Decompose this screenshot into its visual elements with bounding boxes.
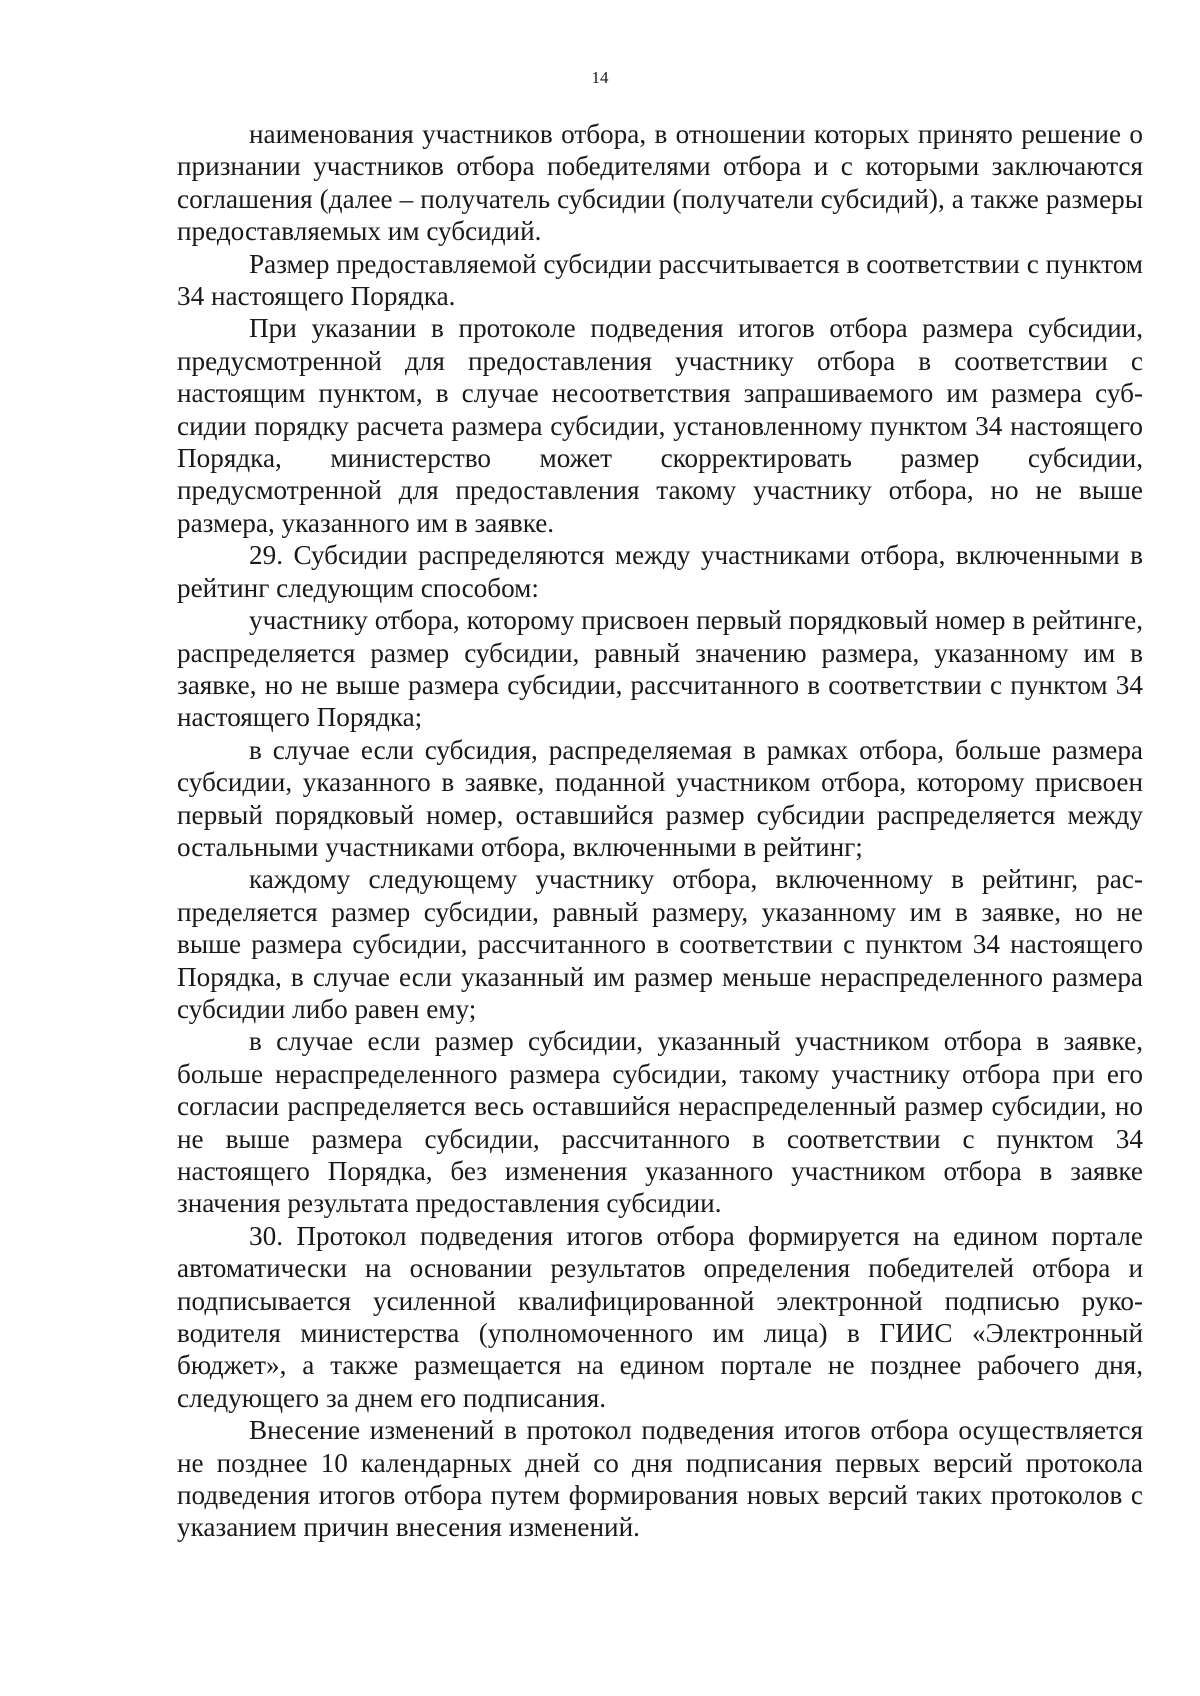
paragraph-10: Внесение изменений в протокол подведения итогов отбора осуществляется не позднее 10 календарных дней со дня подписания первых версий протокола подведения итогов отбора путем формирования новых версий таких протоколов с указанием причин внесения изменений. [177,1415,1143,1543]
paragraph-8: в случае если размер субсидии, указанный участником отбора в заявке, больше нераспределенного размера субсидии, такому участнику отбора при его согласии распределяется весь оставшийся нераспределенный размер субсидии, но не выше размера субсидии, рассчитанного в соответствии с пунктом 34 настоящего Порядка, без изменения указанного участником отбора в заявке значения результата предоставления субсидии. [177,1026,1143,1219]
paragraph-1: наименования участников отбора, в отношении которых принято решение о признании участников отбора победителями отбора и с которыми заключаются соглашения (далее – получатель субсидии (получатели субсидий), а также размеры предоставляемых им субсидий. [177,119,1143,247]
paragraph-9: 30. Протокол подведения итогов отбора формируется на едином портале автоматически на основании результатов определения победителей отбора и подписывается усиленной квалифицированной электронной подписью руководителя министерства (уполномоченного им лица) в ГИИС «Электронный бюджет», а также размещается на едином портале не позднее рабочего дня, следующего за днем его подписания. [177,1220,1143,1413]
paragraph-2: Размер предоставляемой субсидии рассчитывается в соответствии с пунктом 34 настоящего Порядка. [177,248,1143,312]
paragraph-6: в случае если субсидия, распределяемая в рамках отбора, больше размера субсидии, указанного в заявке, поданной участником отбора, которому присвоен первый порядковый номер, оставшийся размер субсидии распределяется между остальными участниками отбора, включенными в рейтинг; [177,734,1143,862]
document-body [177,118,1143,1544]
page-number: 14 [591,68,609,87]
paragraph-5: участнику отбора, которому присвоен первый порядковый номер в рейтинге, распределяется размер субсидии, равный значению размера, указанному им в заявке, но не выше размера субсидии, рассчитанного в соответствии с пунктом 34 настоящего Порядка; [177,605,1143,733]
paragraph-3: При указании в протоколе подведения итогов отбора размера субсидии, предусмотренной для предоставления участнику отбора в соответствии с настоящим пунктом, в случае несоответствия запрашиваемого им размера субсидии порядку расчета размера субсидии, установленному пунктом 34 настоящего Порядка, министерство может скорректировать размер субсидии, предусмотренной для предоставления такому участнику отбора, но не выше размера, указанного им в заявке. [177,313,1143,538]
paragraph-7: каждому следующему участнику отбора, включенному в рейтинг, распределяется размер субсидии, равный размеру, указанному им в заявке, но не выше размера субсидии, рассчитанного в соответствии с пунктом 34 настоящего Порядка, в случае если указанный им размер меньше нераспределенного размера субсидии либо равен ему; [177,864,1143,1024]
paragraph-4: 29. Субсидии распределяются между участниками отбора, включенными в рейтинг следующим способом: [177,540,1143,603]
